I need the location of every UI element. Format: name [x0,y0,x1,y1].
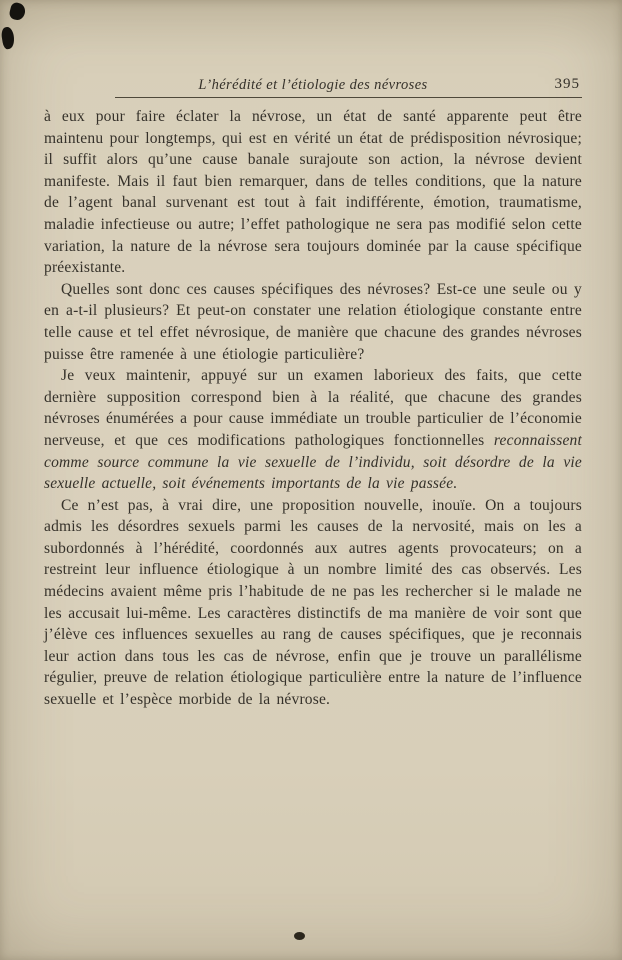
italic-text-segment: reconnaissent comme source commune la vie sexuelle de l’individu, soit désordre de la vie sexuelle actuelle, soit événements importants de la vie passée. [44,431,582,493]
paragraph [44,279,582,365]
scan-artifact-left-edge [0,26,15,50]
text-segment: Je veux maintenir, appuyé sur un examen laborieux des faits, que cette dernière supposition correspond bien à la réalité, que chacune des grandes névroses énumérées a pour cause immédiate un trouble particulier de l’économie nerveuse, et que ces modifications pathologiques fonctionnelles [44,367,582,449]
text-segment: à eux pour faire éclater la névrose, un état de santé apparente peut être maintenu pour longtemps, qui est en vérité un état de prédisposition névrosique; il suffit alors qu’une cause banale surajoute son action, la névrose devient manifeste. Mais il faut bien remarquer, dans de telles conditions, que la nature de l’agent banal survenant est tout à fait indifférente, émotion, traumatisme, maladie infectieuse ou autre; l’effet pathologique ne sera pas modifié selon cette variation, la nature de la névrose sera toujours dominée par la cause spécifique préexistante. [44,108,582,277]
scan-artifact-bottom [294,932,305,940]
paragraph [44,495,582,711]
running-header-title: L’hérédité et l’étiologie des névroses [198,77,428,93]
header-rule [115,97,582,98]
page-body [44,106,582,711]
scan-artifact-top-left [8,1,27,21]
paragraph [44,106,582,279]
paragraph [44,365,582,495]
running-header [44,76,582,94]
text-segment: Quelles sont donc ces causes spécifiques des névroses? Est-ce une seule ou y en a-t-il plusieurs? Et peut-on constater une relation étiologique constante entre telle cause et tel effet névrosique, de manière que chacune des grandes névroses puisse être ramenée à une étiologie particulière? [44,280,582,363]
text-segment: Ce n’est pas, à vrai dire, une proposition nouvelle, inouïe. On a toujours admis les désordres sexuels parmi les causes de la nervosité, mais on les a subordonnés à l’hérédité, coordonnés aux autres agents provocateurs; on a restreint leur influence étiologique à un nombre limité des cas observés. Les médecins avaient même pris l’habitude de ne pas les rechercher si le malade ne les accusait lui-même. Les caractères distinctifs de ma manière de voir sont que j’élève ces influences sexuelles au rang de causes spécifiques, que je reconnais leur action dans tous les cas de névrose, enfin que je trouve un parallélisme régulier, preuve de relation étiologique particulière entre la nature de l’influence sexuelle et l’espèce morbide de la névrose. [44,496,582,709]
page-number: 395 [554,76,580,92]
